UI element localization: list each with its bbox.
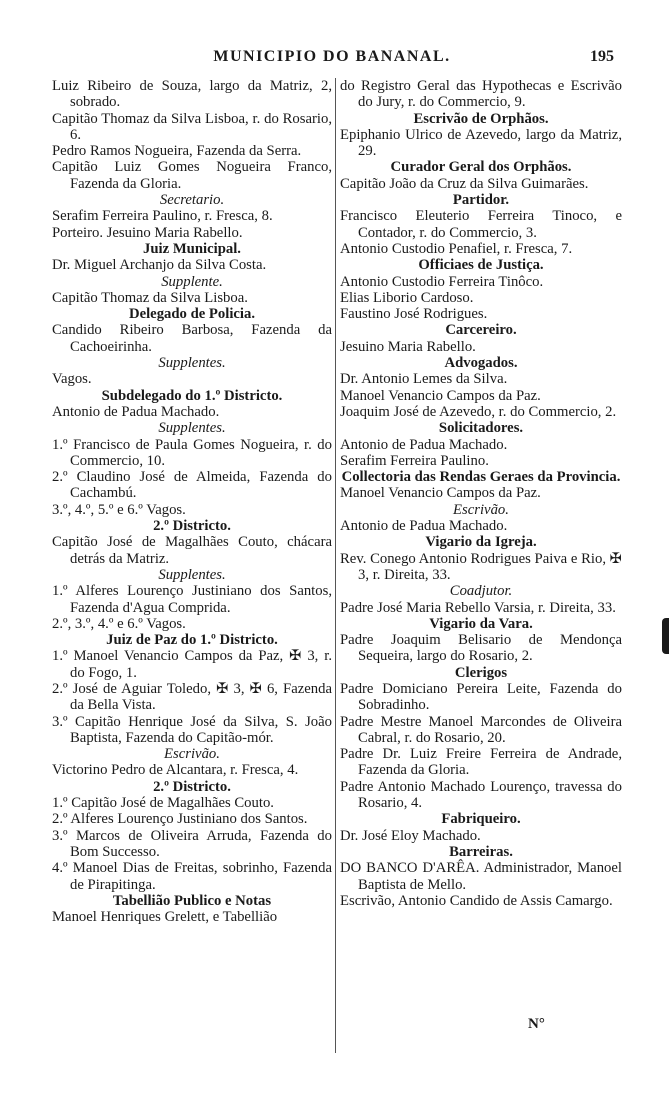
section-heading: 2.º Districto. (153, 778, 231, 795)
directory-entry: Victorino Pedro de Alcantara, r. Fresca, 4. (52, 762, 299, 779)
subsection-heading: Coadjutor. (449, 583, 513, 600)
right-column (340, 78, 622, 909)
directory-entry: 2.º Alferes Lourenço Justiniano dos Santos. (52, 811, 308, 828)
directory-entry: Antonio Custodio Ferreira Tinôco. (340, 273, 544, 290)
running-title: MUNICIPIO DO BANANAL. (213, 48, 451, 65)
section-heading: Juiz de Paz do 1.º Districto. (106, 632, 278, 649)
directory-entry: 4.º Manoel Dias de Freitas, sobrinho, Fazenda de Pirapitinga. (52, 860, 332, 893)
section-heading: Solicitadores. (438, 420, 524, 437)
directory-entry: 2.º, 3.º, 4.º e 6.º Vagos. (52, 615, 186, 632)
directory-entry: Epiphanio Ulrico de Azevedo, largo da Matriz, 29. (340, 126, 622, 160)
section-heading: Vigario da Igreja. (425, 534, 537, 551)
section-heading: 2.º Districto. (153, 518, 231, 535)
directory-entry: Candido Ribeiro Barbosa, Fazenda da Cachoeirinha. (52, 322, 332, 355)
directory-entry: Antonio de Padua Machado. (52, 403, 220, 420)
section-heading: Collectoria das Rendas Geraes da Provincia. (341, 469, 621, 486)
directory-entry: do Registro Geral das Hypothecas e Escrivão do Jury, r. do Commercio, 9. (340, 78, 622, 111)
directory-entry: 1.º Capitão José de Magalhães Couto. (52, 795, 274, 812)
directory-entry: Escrivão, Antonio Candido de Assis Camargo. (340, 892, 613, 909)
directory-entry: Serafim Ferreira Paulino. (340, 452, 489, 469)
subsection-heading: Escrivão. (453, 501, 509, 518)
section-heading: Vigario da Vara. (429, 615, 533, 632)
page-edge-mark (662, 618, 669, 654)
directory-entry: Elias Liborio Cardoso. (340, 289, 474, 306)
section-heading: Carcereiro. (445, 322, 517, 339)
directory-entry: Padre Antonio Machado Lourenço, travessa do Rosario, 4. (340, 778, 622, 812)
subsection-heading: Supplentes. (158, 420, 226, 437)
directory-entry: Pedro Ramos Nogueira, Fazenda da Serra. (52, 143, 302, 160)
directory-entry: 3.º, 4.º, 5.º e 6.º Vagos. (52, 501, 186, 518)
directory-entry: Capitão Luiz Gomes Nogueira Franco, Fazenda da Gloria. (52, 159, 332, 192)
directory-entry: Serafim Ferreira Paulino, r. Fresca, 8. (52, 208, 273, 225)
subsection-heading: Escrivão. (164, 746, 220, 763)
section-heading: Advogados. (444, 355, 518, 372)
text-line: Manoel Henriques Grelett, e Tabellião (52, 909, 278, 926)
section-heading: Tabellião Publico e Notas (112, 892, 272, 909)
directory-entry: Manoel Venancio Campos da Paz. (340, 387, 541, 404)
directory-entry: Padre Mestre Manoel Marcondes de Oliveira Cabral, r. do Rosario, 20. (340, 713, 622, 746)
signature-mark: N° (528, 1016, 545, 1032)
section-heading: Officiaes de Justiça. (418, 257, 544, 274)
directory-entry: Francisco Eleuterio Ferreira Tinoco, e Contador, r. do Commercio, 3. (340, 208, 622, 241)
directory-entry: Capitão Thomaz da Silva Lisboa, r. do Rosario, 6. (52, 110, 332, 143)
directory-entry: 1.º Francisco de Paula Gomes Nogueira, r. do Commercio, 10. (52, 436, 332, 469)
subsection-heading: Supplente. (161, 273, 223, 290)
section-heading: Delegado de Policia. (128, 306, 256, 323)
directory-entry: Padre Domiciano Pereira Leite, Fazenda do Sobradinho. (340, 680, 622, 714)
directory-entry: Vagos. (52, 371, 92, 388)
section-heading: Juiz Municipal. (143, 240, 241, 257)
section-heading: Fabriqueiro. (441, 811, 521, 828)
section-heading: Partidor. (452, 192, 510, 209)
directory-entry: Antonio de Padua Machado. (340, 436, 508, 453)
subsection-heading: Supplentes. (158, 355, 226, 372)
directory-entry: Padre José Maria Rebello Varsia, r. Direita, 33. (340, 599, 616, 616)
directory-entry: 2.º José de Aguiar Toledo, ✠ 3, ✠ 6, Fazenda da Bella Vista. (52, 680, 332, 714)
page-number: 195 (590, 48, 614, 65)
directory-entry: Rev. Conego Antonio Rodrigues Paiva e Rio, ✠ 3, r. Direita, 33. (340, 550, 622, 583)
directory-entry: Antonio Custodio Penafiel, r. Fresca, 7. (340, 240, 573, 257)
section-heading: Clerigos (454, 664, 508, 681)
directory-entry: Capitão José de Magalhães Couto, chácara detrás da Matriz. (52, 534, 332, 567)
directory-entry: 1.º Alferes Lourenço Justiniano dos Santos, Fazenda d'Agua Comprida. (52, 583, 332, 616)
subsection-heading: Supplentes. (158, 566, 226, 583)
directory-entry: 3.º Capitão Henrique José da Silva, S. João Baptista, Fazenda do Capitão-mór. (52, 713, 332, 746)
directory-entry: Jesuino Maria Rabello. (340, 338, 476, 355)
directory-entry: Luiz Ribeiro de Souza, largo da Matriz, 2, sobrado. (52, 78, 332, 111)
directory-entry: Padre Dr. Luiz Freire Ferreira de Andrade, Fazenda da Gloria. (340, 746, 622, 779)
directory-entry: Antonio de Padua Machado. (340, 518, 508, 535)
section-heading: Curador Geral dos Orphãos. (390, 159, 572, 176)
directory-entry: Dr. Miguel Archanjo da Silva Costa. (52, 257, 267, 274)
left-column (52, 78, 332, 925)
directory-entry: Capitão Thomaz da Silva Lisboa. (52, 289, 248, 306)
directory-entry: Manoel Venancio Campos da Paz. (340, 485, 541, 502)
section-heading: Subdelegado do 1.º Districto. (101, 387, 283, 404)
section-heading: Escrivão de Orphãos. (413, 110, 549, 127)
page-header (50, 48, 614, 72)
directory-entry: Dr. José Eloy Machado. (340, 827, 481, 844)
directory-entry: 2.º Claudino José de Almeida, Fazenda do Cachambú. (52, 469, 332, 502)
subsection-heading: Secretario. (159, 192, 225, 209)
directory-entry: DO BANCO D'ARÊA. Administrador, Manoel Baptista de Mello. (340, 860, 622, 893)
column-divider (335, 78, 336, 1053)
directory-entry: Capitão João da Cruz da Silva Guimarães. (340, 175, 589, 192)
directory-entry: Porteiro. Jesuino Maria Rabello. (52, 224, 243, 241)
section-heading: Barreiras. (449, 843, 513, 860)
directory-entry: Joaquim José de Azevedo, r. do Commercio, 2. (340, 403, 617, 420)
directory-entry: Dr. Antonio Lemes da Silva. (340, 371, 508, 388)
directory-entry: 1.º Manoel Venancio Campos da Paz, ✠ 3, r. do Fogo, 1. (52, 648, 332, 681)
directory-entry: 3.º Marcos de Oliveira Arruda, Fazenda do Bom Successo. (52, 827, 332, 860)
directory-entry: Padre Joaquim Belisario de Mendonça Sequeira, largo do Rosario, 2. (340, 632, 622, 665)
directory-entry: Faustino José Rodrigues. (340, 306, 488, 323)
